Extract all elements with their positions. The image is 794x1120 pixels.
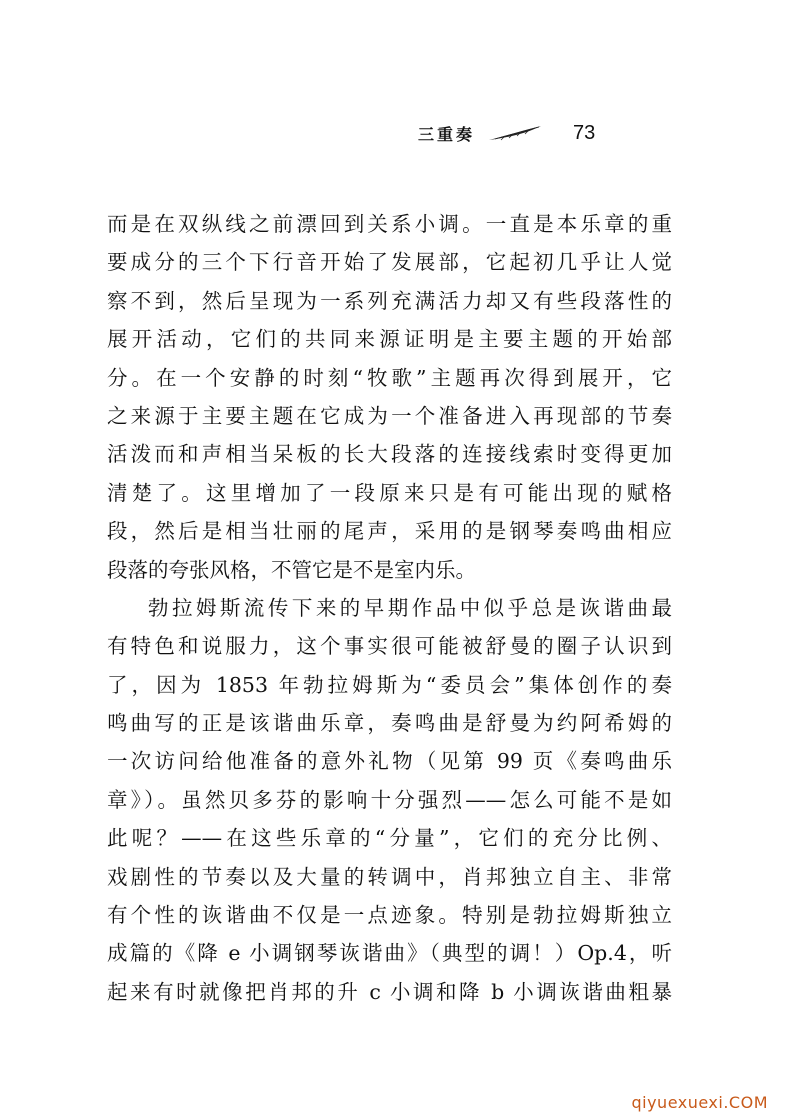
paragraph-1 — [107, 205, 672, 589]
text-line: 之来源于主要主题在它成为一个准备进入再现部的节奏 — [107, 403, 672, 428]
text-line: 展开活动，它们的共同来源证明是主要主题的开始部 — [107, 327, 672, 352]
quill-ornament-icon — [487, 124, 543, 142]
text-line: 而是在双纵线之前漂回到关系小调。一直是本乐章的重 — [107, 212, 672, 236]
text-line: 章》）。虽然贝多芬的影响十分强烈——怎么可能不是如 — [107, 787, 672, 812]
text-line: 起来有时就像把肖邦的升 c 小调和降 b 小调诙谐曲粗暴 — [107, 979, 672, 1004]
page-number: 73 — [573, 121, 596, 144]
text-line: 段，然后是相当壮丽的尾声，采用的是钢琴奏鸣曲相应 — [107, 519, 672, 544]
text-line: 察不到，然后呈现为一系列充满活力却又有些段落性的 — [107, 288, 672, 313]
text-line: 有特色和说服力，这个事实很可能被舒曼的圈子认识到 — [107, 634, 672, 659]
text-line: 成篇的《降 e 小调钢琴诙谐曲》（典型的调！）Op.4，听 — [107, 941, 672, 966]
text-line: 要成分的三个下行音开始了发展部，它起初几乎让人觉 — [107, 250, 672, 275]
text-line: 此呢？——在这些乐章的“分量”，它们的充分比例、 — [107, 826, 672, 851]
text-line: 戏剧性的节奏以及大量的转调中，肖邦独立自主、非常 — [107, 864, 672, 889]
chapter-title: 三重奏 — [418, 124, 476, 144]
paragraph-2 — [107, 589, 672, 1011]
text-line: 分。在一个安静的时刻“牧歌”主题再次得到展开，它 — [107, 365, 672, 390]
body-text — [107, 205, 672, 1011]
running-header — [418, 118, 595, 148]
text-line: 一次访问给他准备的意外礼物（见第 99 页《奏鸣曲乐 — [107, 749, 672, 774]
text-line: 鸣曲写的正是该谐曲乐章，奏鸣曲是舒曼为约阿希姆的 — [107, 711, 672, 736]
text-line: 了，因为 1853 年勃拉姆斯为“委员会”集体创作的奏 — [107, 672, 672, 697]
text-line: 清楚了。这里增加了一段原来只是有可能出现的赋格 — [107, 480, 672, 505]
text-line: 段落的夸张风格，不管它是不是室内乐。 — [107, 557, 476, 582]
text-line: 活泼而和声相当呆板的长大段落的连接线索时变得更加 — [107, 442, 672, 467]
text-line: 有个性的诙谐曲不仅是一点迹象。特别是勃拉姆斯独立 — [107, 903, 672, 928]
site-watermark: qiyuexuexi.COM — [631, 1093, 768, 1112]
text-line: 勃拉姆斯流传下来的早期作品中似乎总是诙谐曲最 — [148, 595, 672, 620]
